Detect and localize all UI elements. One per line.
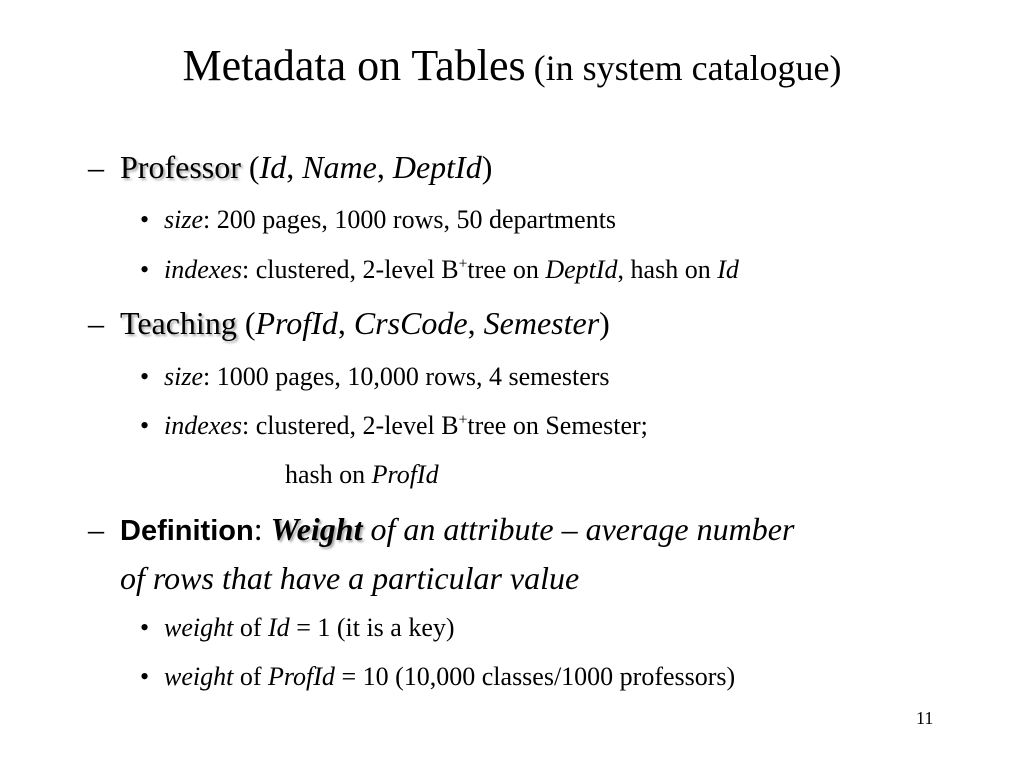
indexes-attr: ProfId <box>371 460 439 489</box>
indexes-label: indexes <box>164 255 242 284</box>
colon: : <box>253 511 271 547</box>
teaching-table-name: Teaching <box>120 305 237 341</box>
bullet-icon: • <box>140 613 150 642</box>
teaching-indexes-continuation <box>285 459 439 490</box>
indexes-text: : clustered, 2-level B <box>241 411 459 440</box>
close-paren: ) <box>481 149 493 185</box>
indexes-text: , hash on <box>617 255 718 284</box>
professor-attr-name: Name <box>302 149 377 185</box>
indexes-text: : clustered, 2-level B <box>241 255 459 284</box>
open-paren: ( <box>244 305 256 341</box>
size-text: : 1000 pages, 10,000 rows, 4 semesters <box>203 362 610 391</box>
bullet-icon: • <box>140 362 150 391</box>
professor-table-name: Professor <box>120 149 241 185</box>
separator: , <box>467 305 484 341</box>
example-attr: ProfId <box>268 662 335 691</box>
indexes-text: tree on Semester; <box>467 411 648 440</box>
teaching-attr-crscode: CrsCode <box>353 305 468 341</box>
separator: , <box>337 305 354 341</box>
indexes-text: tree on <box>467 255 546 284</box>
professor-attr-id: Id <box>259 149 287 185</box>
separator: , <box>376 149 393 185</box>
example-text: = 10 (10,000 classes/1000 professors) <box>334 662 736 691</box>
slide-title <box>0 40 1024 91</box>
bullet-icon: • <box>140 205 150 234</box>
close-paren: ) <box>599 305 610 341</box>
weight-example-profid <box>140 661 735 692</box>
definition-text: of rows that have a particular value <box>120 560 580 596</box>
example-text: = 1 (it is a key) <box>289 613 455 642</box>
professor-indexes-item <box>140 254 739 285</box>
definition-item <box>88 510 794 549</box>
dash-marker: – <box>88 149 104 185</box>
btree-plus: + <box>458 255 468 273</box>
definition-text-line1: of an attribute – average number <box>362 511 795 547</box>
example-text: of <box>233 613 269 642</box>
professor-size-item <box>140 204 616 235</box>
teaching-attr-profid: ProfId <box>255 305 338 341</box>
bullet-icon: • <box>140 411 150 440</box>
indexes-text: hash on <box>285 460 372 489</box>
indexes-attr: Id <box>717 255 739 284</box>
bullet-icon: • <box>140 662 150 691</box>
size-label: size <box>164 205 203 234</box>
definition-label: Definition <box>120 515 254 547</box>
weight-term: Weight <box>270 511 363 547</box>
btree-plus: + <box>458 411 468 429</box>
indexes-attr: DeptId <box>545 255 618 284</box>
weight-label: weight <box>164 613 234 642</box>
professor-attr-deptid: DeptId <box>392 149 482 185</box>
teaching-indexes-item <box>140 410 648 441</box>
weight-label: weight <box>164 662 234 691</box>
professor-heading <box>88 148 492 186</box>
example-text: of <box>233 662 269 691</box>
title-subtitle: (in system catalogue) <box>533 48 842 88</box>
separator: , <box>286 149 303 185</box>
example-attr: Id <box>268 613 290 642</box>
bullet-icon: • <box>140 255 150 284</box>
page-number: 11 <box>916 708 934 728</box>
size-text: : 200 pages, 1000 rows, 50 departments <box>203 205 617 234</box>
teaching-attr-semester: Semester <box>483 305 600 341</box>
title-main: Metadata on Tables <box>182 41 526 90</box>
weight-example-id <box>140 612 455 643</box>
dash-marker: – <box>88 511 104 547</box>
teaching-heading <box>88 304 610 342</box>
definition-text-line2 <box>120 559 579 597</box>
dash-marker: – <box>88 305 104 341</box>
open-paren: ( <box>248 149 260 185</box>
teaching-size-item <box>140 361 610 392</box>
indexes-label: indexes <box>164 411 242 440</box>
size-label: size <box>164 362 203 391</box>
